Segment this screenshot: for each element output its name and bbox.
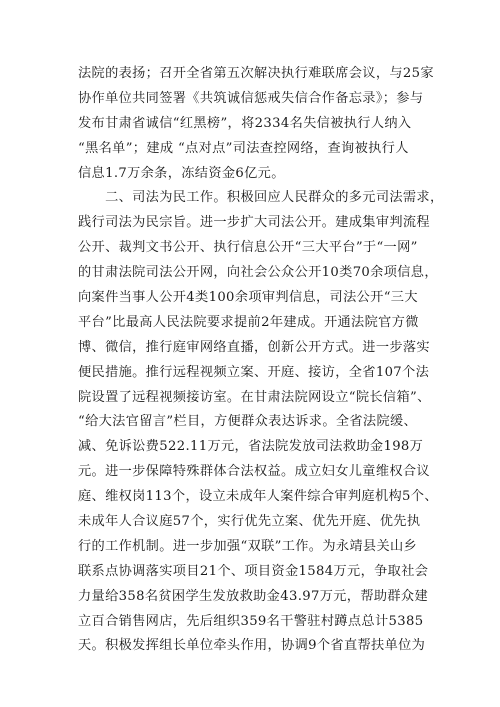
text-line: 天。积极发挥组长单位牵头作用，协调9个省直帮扶单位为 <box>78 638 426 654</box>
text-line: “黑名单”；建成 “点对点”司法查控网络，查询被执行人 <box>78 140 409 156</box>
text-line: 立百合销售网店，先后组织359名干警驻村蹲点总计5385 <box>78 613 424 629</box>
text-line: 联系点协调落实项目21个、项目资金1584万元，争取社会 <box>78 563 429 579</box>
text-line: 二、司法为民工作。积极回应人民群众的多元司法需求， <box>78 190 444 206</box>
text-line: 公开、裁判文书公开、执行信息公开“三大平台”于“一网” <box>78 240 418 256</box>
text-line: 院设置了远程视频接访室。在甘肃法院网设立“院长信箱”、 <box>78 389 431 405</box>
text-line: 行的工作机制。进一步加强“双联”工作。为永靖县关山乡 <box>78 538 418 554</box>
text-line: 法院的表扬；召开全省第五次解决执行难联席会议，与25家 <box>78 66 434 81</box>
text-line: 发布甘肃省诚信“红黑榜”，将2334名失信被执行人纳入 <box>78 115 412 131</box>
text-line: 博、微信，推行庭审网络直播，创新公开方式。进一步落实 <box>78 339 430 355</box>
text-line: 未成年人合议庭57个，实行优先立案、优先开庭、优先执 <box>78 514 421 530</box>
text-line: 庭、维权岗113个，设立未成年人案件综合审判庭机构5个、 <box>78 489 438 505</box>
text-line: 力量给358名贫困学生发放救助金43.97万元，帮助群众建 <box>78 588 429 604</box>
text-line: 向案件当事人公开4类100余项审判信息，司法公开“三大 <box>78 290 418 306</box>
text-line: 践行司法为民宗旨。进一步扩大司法公开。建成集审判流程 <box>78 215 430 231</box>
text-line: 平台”比最高人民法院要求提前2年建成。开通法院官方微 <box>78 314 419 330</box>
text-line: 协作单位共同签署《共筑诚信惩戒失信合作备忘录》；参与 <box>78 90 424 106</box>
text-line: 的甘肃法院司法公开网，向社会公众公开10类70余项信息， <box>78 265 438 281</box>
text-line: “给大法官留言”栏目，方便群众表达诉求。全省法院缓、 <box>78 414 418 430</box>
text-line: 元。进一步保障特殊群体合法权益。成立妇女儿童维权合议 <box>78 464 430 480</box>
text-line: 信息1.7万余条，冻结资金6亿元。 <box>78 165 285 181</box>
body-text <box>78 62 444 659</box>
text-line: 便民措施。推行远程视频立案、开庭、接访，全省107个法 <box>78 364 430 380</box>
text-line: 减、免诉讼费522.11万元，省法院发放司法救助金198万 <box>78 439 424 455</box>
